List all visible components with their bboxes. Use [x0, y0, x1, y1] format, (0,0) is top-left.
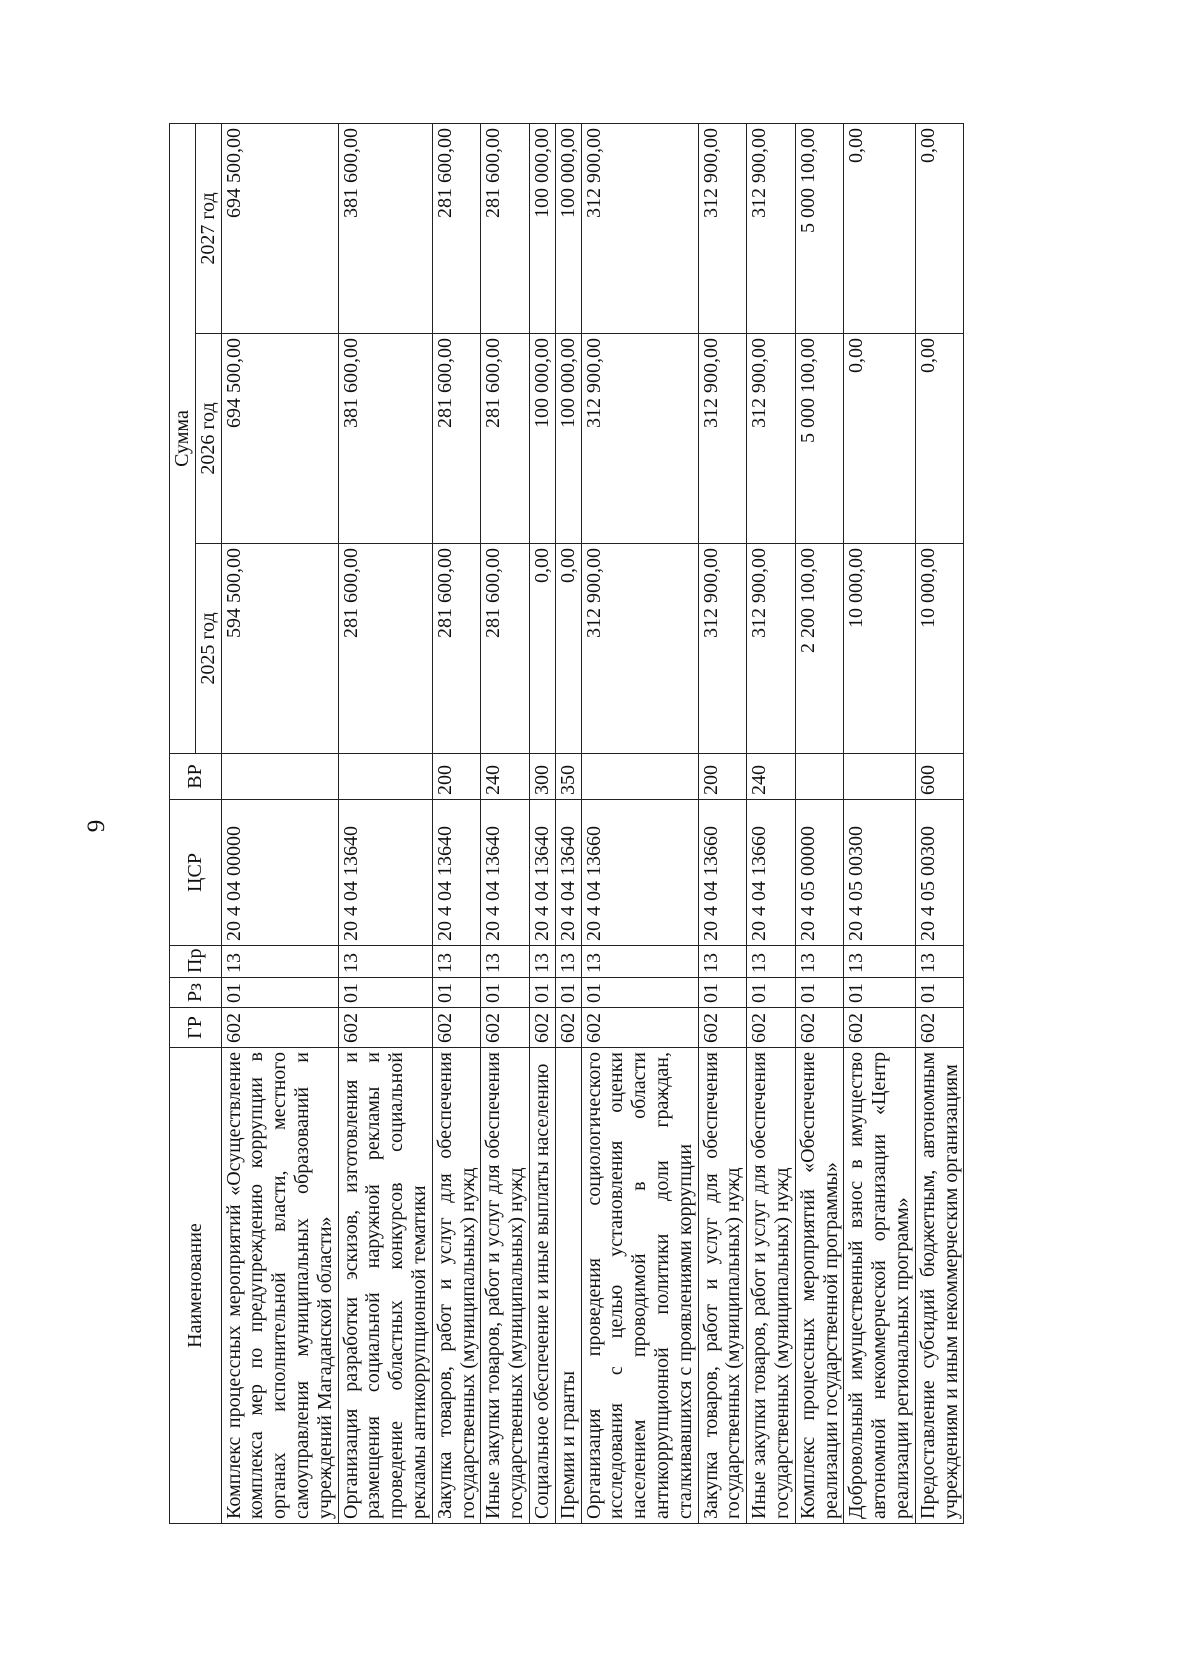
row-csr: 20 4 05 00300: [915, 800, 964, 946]
row-2027: 5 000 100,00: [795, 123, 844, 333]
row-2026: 312 900,00: [698, 334, 747, 544]
header-2025: 2025 год: [195, 544, 221, 754]
row-pr: 13: [698, 946, 747, 978]
row-csr: 20 4 05 00300: [844, 800, 915, 946]
row-2026: 381 600,00: [338, 334, 432, 544]
table-row: [795, 123, 844, 1523]
row-2027: 281 600,00: [481, 123, 530, 333]
row-2026: 5 000 100,00: [795, 334, 844, 544]
row-name: Комплекс процессных мероприятий «Обеспечение реализации государственной программы»: [795, 1048, 844, 1524]
table-header-row: [170, 123, 196, 1523]
row-rz: 01: [581, 978, 698, 1008]
row-name: Социальное обеспечение и иные выплаты населению: [529, 1048, 555, 1524]
row-rz: 01: [555, 978, 581, 1008]
row-2025: 2 200 100,00: [795, 544, 844, 754]
row-csr: 20 4 05 00000: [795, 800, 844, 946]
row-rz: 01: [795, 978, 844, 1008]
page-number: 9: [83, 819, 110, 833]
row-csr: 20 4 04 13640: [432, 800, 481, 946]
row-gr: 602: [844, 1008, 915, 1048]
row-2026: 281 600,00: [432, 334, 481, 544]
row-rz: 01: [221, 978, 338, 1008]
row-gr: 602: [581, 1008, 698, 1048]
row-gr: 602: [795, 1008, 844, 1048]
row-vr: 240: [481, 754, 530, 800]
row-gr: 602: [698, 1008, 747, 1048]
row-2027: 312 900,00: [747, 123, 796, 333]
row-name: Закупка товаров, работ и услуг для обеспечения государственных (муниципальных) нужд: [432, 1048, 481, 1524]
row-vr: [221, 754, 338, 800]
row-2025: 594 500,00: [221, 544, 338, 754]
row-rz: 01: [915, 978, 964, 1008]
row-pr: 13: [432, 946, 481, 978]
row-2025: 10 000,00: [844, 544, 915, 754]
table-row: [915, 123, 964, 1523]
table-row: [338, 123, 432, 1523]
row-vr: 200: [432, 754, 481, 800]
row-rz: 01: [338, 978, 432, 1008]
table-row: [747, 123, 796, 1523]
row-pr: 13: [555, 946, 581, 978]
row-csr: 20 4 04 13640: [529, 800, 555, 946]
table-row: [581, 123, 698, 1523]
row-gr: 602: [481, 1008, 530, 1048]
row-pr: 13: [221, 946, 338, 978]
row-pr: 13: [747, 946, 796, 978]
row-csr: 20 4 04 13660: [747, 800, 796, 946]
row-name: Предоставление субсидий бюджетным, автономным учреждениям и иным некоммерческим организациям: [915, 1048, 964, 1524]
table-row: [529, 123, 555, 1523]
header-gr: ГР: [170, 1008, 222, 1048]
row-csr: 20 4 04 13660: [698, 800, 747, 946]
row-vr: 240: [747, 754, 796, 800]
row-name: Добровольный имущественный взнос в имущество автономной некоммерческой организации «Центр реализации региональных программ»: [844, 1048, 915, 1524]
row-name: Иные закупки товаров, работ и услуг для обеспечения государственных (муниципальных) нужд: [481, 1048, 530, 1524]
row-name: Закупка товаров, работ и услуг для обеспечения государственных (муниципальных) нужд: [698, 1048, 747, 1524]
header-csr: ЦСР: [170, 800, 222, 946]
row-name: Комплекс процессных мероприятий «Осуществление комплекса мер по предупреждению коррупции в органах исполнительной власти, местного самоуправления муниципальных образований и учреждений Магаданской области»: [221, 1048, 338, 1524]
row-name: Иные закупки товаров, работ и услуг для обеспечения государственных (муниципальных) нужд: [747, 1048, 796, 1524]
row-2027: 100 000,00: [529, 123, 555, 333]
row-gr: 602: [221, 1008, 338, 1048]
row-gr: 602: [915, 1008, 964, 1048]
row-pr: 13: [915, 946, 964, 978]
row-gr: 602: [555, 1008, 581, 1048]
row-rz: 01: [747, 978, 796, 1008]
row-name: Организация разработки эскизов, изготовления и размещения социальной наружной рекламы и проведение областных конкурсов социальной рекламы антикоррупционной тематики: [338, 1048, 432, 1524]
row-vr: 300: [529, 754, 555, 800]
budget-table-wrapper: [169, 124, 1029, 1524]
row-rz: 01: [529, 978, 555, 1008]
row-pr: 13: [338, 946, 432, 978]
row-vr: [844, 754, 915, 800]
row-2026: 312 900,00: [747, 334, 796, 544]
row-csr: 20 4 04 13640: [338, 800, 432, 946]
header-rz: Рз: [170, 978, 222, 1008]
header-name: Наименование: [170, 1048, 222, 1524]
row-2025: 312 900,00: [698, 544, 747, 754]
row-vr: [338, 754, 432, 800]
header-sum: Сумма: [170, 123, 196, 753]
header-2027: 2027 год: [195, 123, 221, 333]
row-2025: 281 600,00: [432, 544, 481, 754]
row-2027: 0,00: [844, 123, 915, 333]
row-name: Организация проведения социологического исследования с целью установления оценки населением проводимой в области антикоррупционной политики доли граждан, сталкивавшихся с проявлениями коррупции: [581, 1048, 698, 1524]
row-2026: 0,00: [844, 334, 915, 544]
row-2025: 10 000,00: [915, 544, 964, 754]
row-2027: 381 600,00: [338, 123, 432, 333]
row-2025: 312 900,00: [747, 544, 796, 754]
row-2026: 694 500,00: [221, 334, 338, 544]
header-pr: Пр: [170, 946, 222, 978]
row-2025: 281 600,00: [481, 544, 530, 754]
row-gr: 602: [529, 1008, 555, 1048]
row-pr: 13: [481, 946, 530, 978]
table-row: [698, 123, 747, 1523]
row-name: Премии и гранты: [555, 1048, 581, 1524]
row-gr: 602: [338, 1008, 432, 1048]
header-2026: 2026 год: [195, 334, 221, 544]
row-vr: 200: [698, 754, 747, 800]
row-pr: 13: [529, 946, 555, 978]
table-row: [221, 123, 338, 1523]
row-rz: 01: [844, 978, 915, 1008]
row-gr: 602: [432, 1008, 481, 1048]
table-row: [844, 123, 915, 1523]
row-csr: 20 4 04 13660: [581, 800, 698, 946]
row-2026: 281 600,00: [481, 334, 530, 544]
row-csr: 20 4 04 00000: [221, 800, 338, 946]
row-rz: 01: [698, 978, 747, 1008]
row-2027: 0,00: [915, 123, 964, 333]
row-2027: 694 500,00: [221, 123, 338, 333]
row-2025: 0,00: [555, 544, 581, 754]
row-vr: 350: [555, 754, 581, 800]
row-vr: [581, 754, 698, 800]
row-2027: 100 000,00: [555, 123, 581, 333]
row-2027: 281 600,00: [432, 123, 481, 333]
table-row: [432, 123, 481, 1523]
row-pr: 13: [581, 946, 698, 978]
row-2025: 312 900,00: [581, 544, 698, 754]
row-2027: 312 900,00: [698, 123, 747, 333]
row-pr: 13: [844, 946, 915, 978]
row-2027: 312 900,00: [581, 123, 698, 333]
row-csr: 20 4 04 13640: [481, 800, 530, 946]
row-csr: 20 4 04 13640: [555, 800, 581, 946]
row-2025: 281 600,00: [338, 544, 432, 754]
row-2025: 0,00: [529, 544, 555, 754]
table-row: [481, 123, 530, 1523]
row-gr: 602: [747, 1008, 796, 1048]
row-2026: 100 000,00: [555, 334, 581, 544]
table-row: [555, 123, 581, 1523]
row-2026: 0,00: [915, 334, 964, 544]
row-vr: [795, 754, 844, 800]
row-2026: 312 900,00: [581, 334, 698, 544]
header-vr: ВР: [170, 754, 222, 800]
row-pr: 13: [795, 946, 844, 978]
row-rz: 01: [481, 978, 530, 1008]
row-vr: 600: [915, 754, 964, 800]
row-rz: 01: [432, 978, 481, 1008]
row-2026: 100 000,00: [529, 334, 555, 544]
budget-table: [169, 123, 964, 1524]
